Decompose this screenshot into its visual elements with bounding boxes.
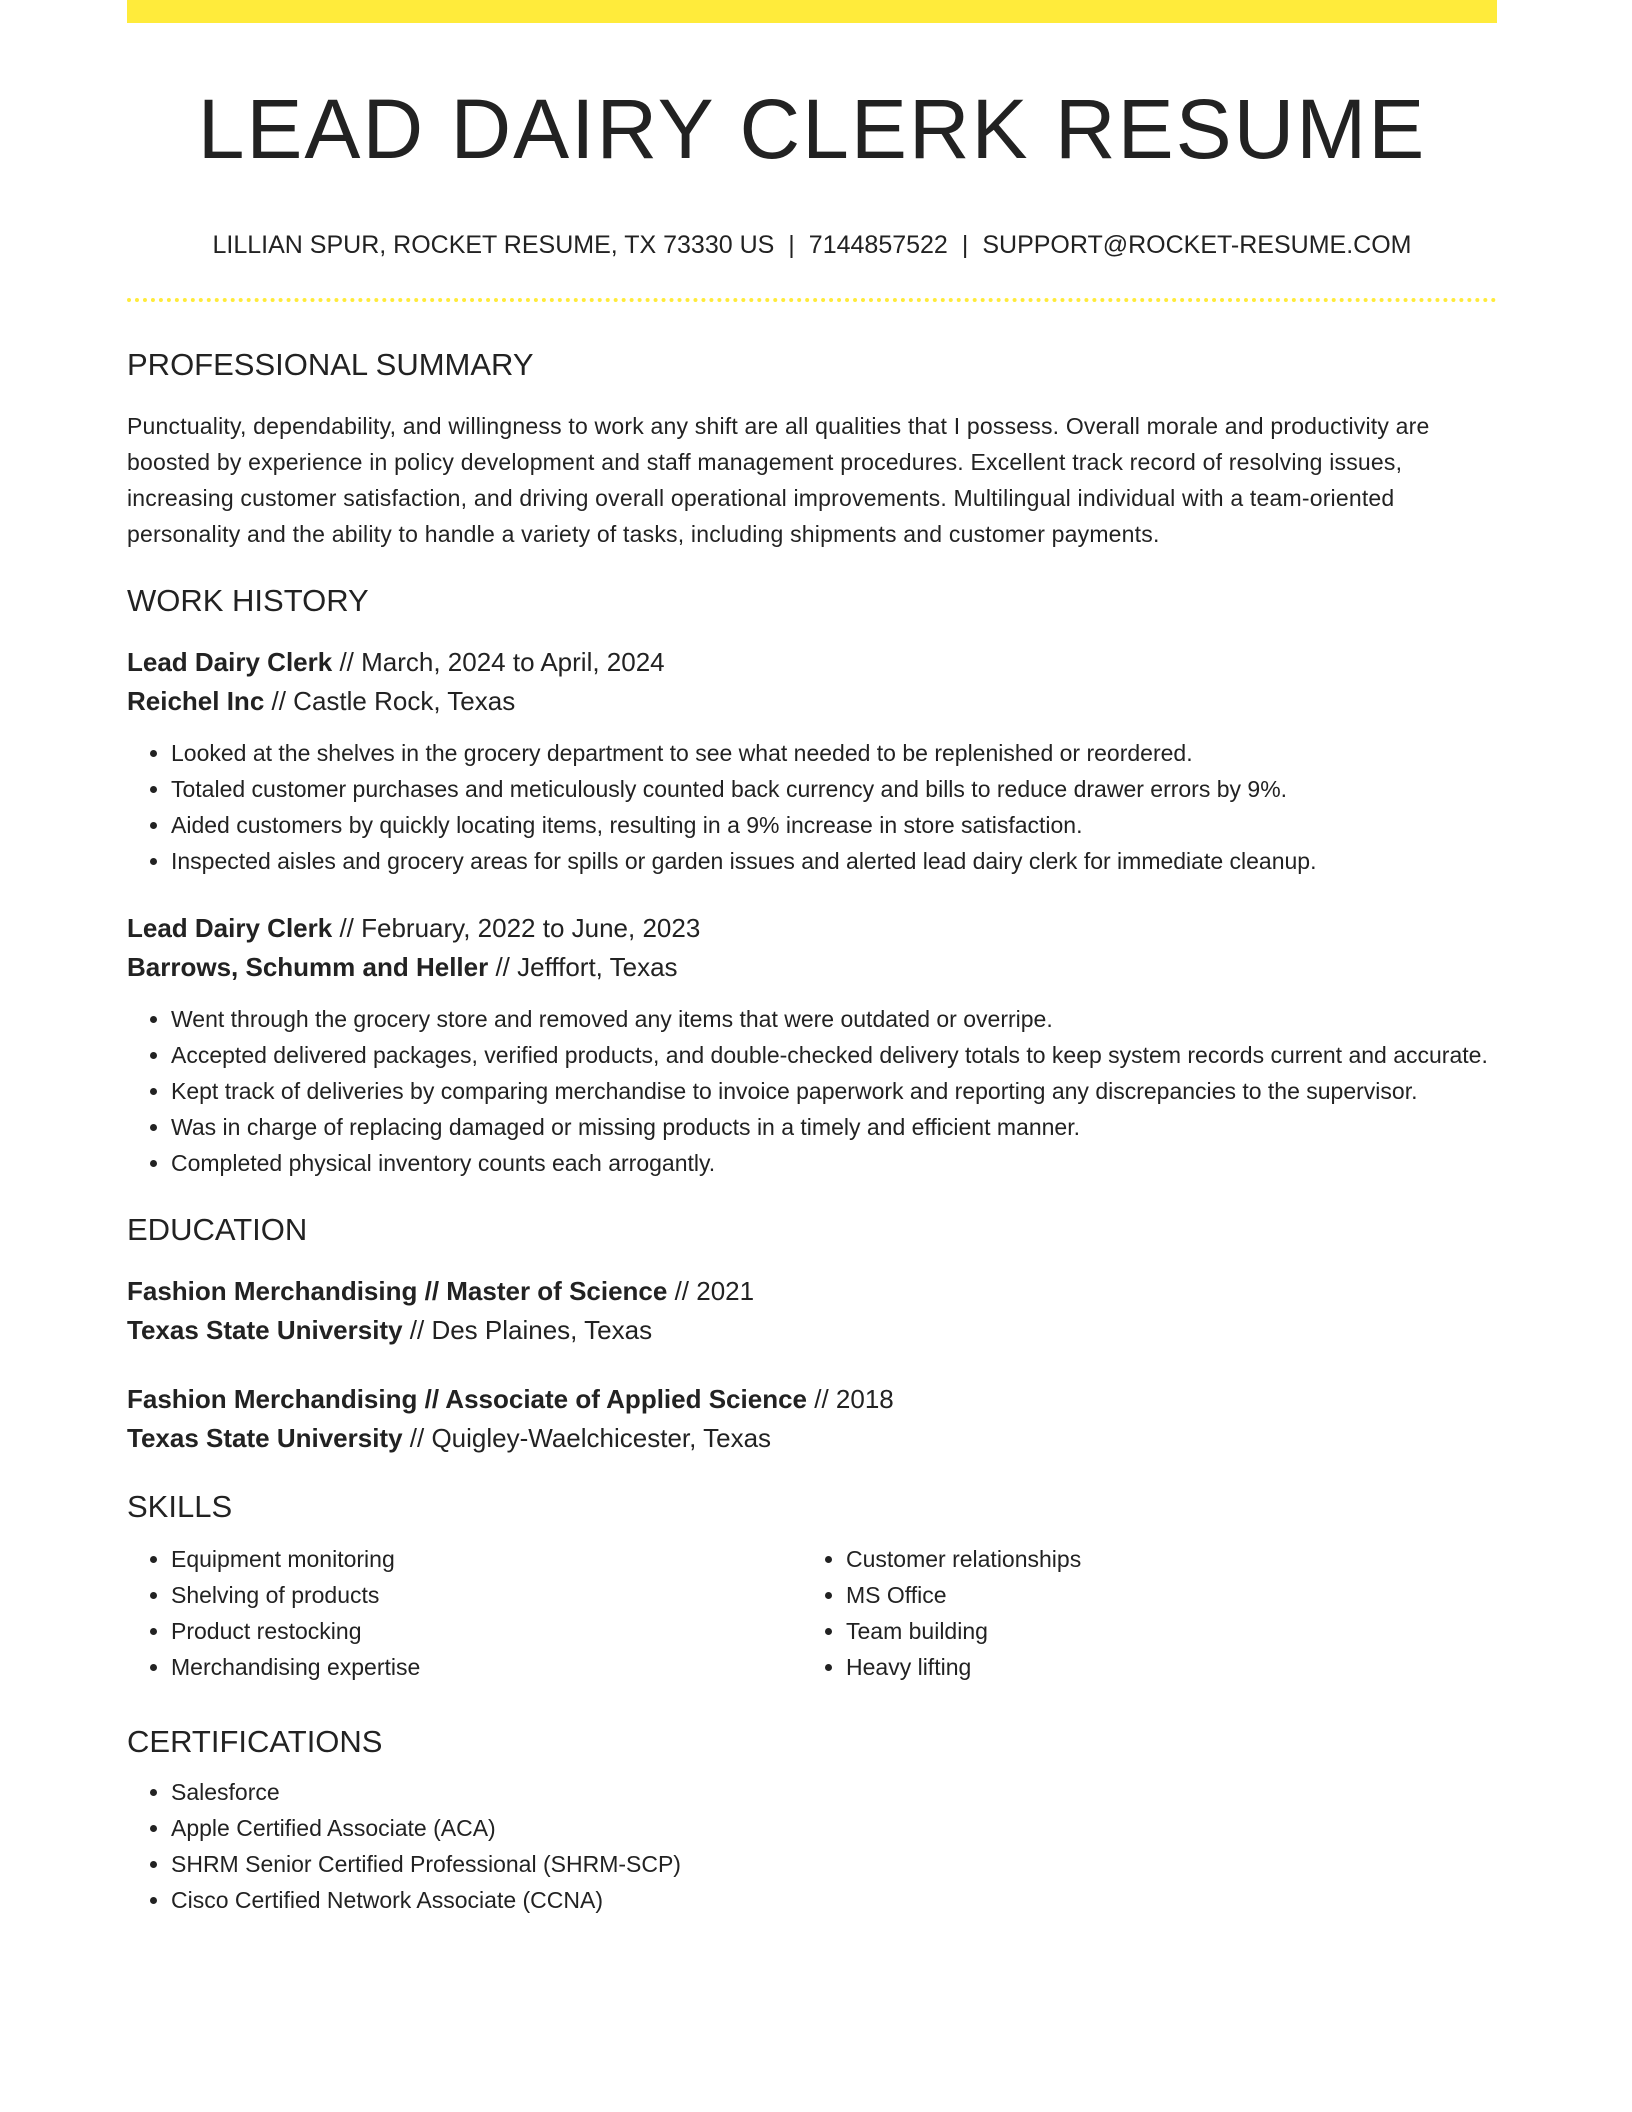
job-duty: • Was in charge of replacing damaged or missing products in a timely and efficient manner.	[171, 1109, 1497, 1145]
job-duty: • Kept track of deliveries by comparing merchandise to invoice paperwork and reporting any discrepancies to the supervisor.	[171, 1073, 1497, 1109]
education-year: // 2021	[667, 1275, 755, 1306]
summary-heading: PROFESSIONAL SUMMARY	[127, 347, 534, 383]
resume-title: LEAD DAIRY CLERK RESUME	[197, 82, 1427, 176]
skill-item: • Product restocking	[171, 1613, 802, 1649]
education-degree: Fashion Merchandising // Master of Science	[127, 1275, 668, 1306]
skill-item: • Equipment monitoring	[171, 1541, 802, 1577]
job-company: Barrows, Schumm and Heller	[127, 951, 489, 982]
education-degree: Fashion Merchandising // Associate of Applied Science	[127, 1383, 807, 1414]
accent-top-bar	[127, 0, 1497, 23]
job-company-line	[127, 682, 1497, 721]
education-degree-line	[127, 1272, 1497, 1311]
job-duty: • Went through the grocery store and removed any items that were outdated or overripe.	[171, 1001, 1497, 1037]
education-entry	[127, 1272, 1497, 1350]
skills-columns	[127, 1541, 1497, 1685]
contact-separator: |	[788, 231, 795, 260]
certifications-list	[127, 1774, 1497, 1918]
skills-heading: SKILLS	[127, 1488, 233, 1524]
skill-item: • Team building	[846, 1613, 1477, 1649]
skill-item: • Heavy lifting	[846, 1649, 1477, 1685]
skills-list-right	[802, 1541, 1477, 1685]
certification-item: • Cisco Certified Network Associate (CCNA)	[171, 1882, 1497, 1918]
certification-item: • SHRM Senior Certified Professional (SHRM-SCP)	[171, 1846, 1497, 1882]
dotted-divider	[127, 298, 1497, 302]
job-duties-list	[127, 735, 1497, 879]
contact-phone: 7144857522	[808, 231, 948, 260]
skill-item: • Merchandising expertise	[171, 1649, 802, 1685]
job-entry	[127, 909, 1497, 1181]
skill-item: • Customer relationships	[846, 1541, 1477, 1577]
job-entry	[127, 643, 1497, 879]
job-title-line	[127, 643, 1497, 682]
job-location: // Castle Rock, Texas	[264, 685, 516, 716]
job-duty: • Aided customers by quickly locating items, resulting in a 9% increase in store satisfaction.	[171, 807, 1497, 843]
job-duties-list	[127, 1001, 1497, 1181]
job-title-line	[127, 909, 1497, 948]
job-duty: • Looked at the shelves in the grocery department to see what needed to be replenished or reordered.	[171, 735, 1497, 771]
skill-item: • Shelving of products	[171, 1577, 802, 1613]
job-duty: • Totaled customer purchases and meticulously counted back currency and bills to reduce drawer errors by 9%.	[171, 771, 1497, 807]
education-school-line	[127, 1311, 1497, 1350]
job-duty: • Inspected aisles and grocery areas for spills or garden issues and alerted lead dairy clerk for immediate cleanup.	[171, 843, 1497, 879]
contact-line	[127, 231, 1497, 260]
education-degree-line	[127, 1380, 1497, 1419]
certification-item: • Apple Certified Associate (ACA)	[171, 1810, 1497, 1846]
job-role: Lead Dairy Clerk	[127, 646, 333, 677]
certification-item: • Salesforce	[171, 1774, 1497, 1810]
skills-list-left	[127, 1541, 802, 1685]
certifications-heading: CERTIFICATIONS	[127, 1724, 383, 1760]
work-history-heading: WORK HISTORY	[127, 582, 369, 618]
job-dates: // March, 2024 to April, 2024	[332, 646, 665, 677]
education-entry	[127, 1380, 1497, 1458]
education-location: // Des Plaines, Texas	[402, 1314, 653, 1345]
contact-email: SUPPORT@ROCKET-RESUME.COM	[982, 231, 1412, 260]
job-location: // Jefffort, Texas	[488, 951, 678, 982]
education-year: // 2018	[807, 1383, 894, 1414]
contact-address: LILLIAN SPUR, ROCKET RESUME, TX 73330 US	[212, 231, 775, 260]
education-heading: EDUCATION	[127, 1211, 308, 1247]
contact-separator: |	[961, 231, 969, 260]
education-school: Texas State University	[127, 1422, 403, 1453]
job-company-line	[127, 948, 1497, 987]
job-dates: // February, 2022 to June, 2023	[332, 912, 701, 943]
education-location: // Quigley-Waelchicester, Texas	[402, 1422, 772, 1453]
job-duty: • Accepted delivered packages, verified products, and double-checked delivery totals to keep system records current and accurate.	[171, 1037, 1497, 1073]
education-school-line	[127, 1419, 1497, 1458]
job-duty: • Completed physical inventory counts each arrogantly.	[171, 1145, 1497, 1181]
education-school: Texas State University	[127, 1314, 403, 1345]
resume-page	[127, 0, 1497, 1918]
summary-text: Punctuality, dependability, and willingness to work any shift are all qualities that I possess. Overall morale and productivity are boosted by experience in policy development and staff management procedures. Excellent track record of resolving issues, increasing customer satisfaction, and driving overall operational improvements. Multilingual individual with a team-oriented personality and the ability to handle a variety of tasks, including shipments and customer payments.	[127, 412, 1430, 547]
job-company: Reichel Inc	[127, 685, 265, 716]
job-role: Lead Dairy Clerk	[127, 912, 333, 943]
skill-item: • MS Office	[846, 1577, 1477, 1613]
